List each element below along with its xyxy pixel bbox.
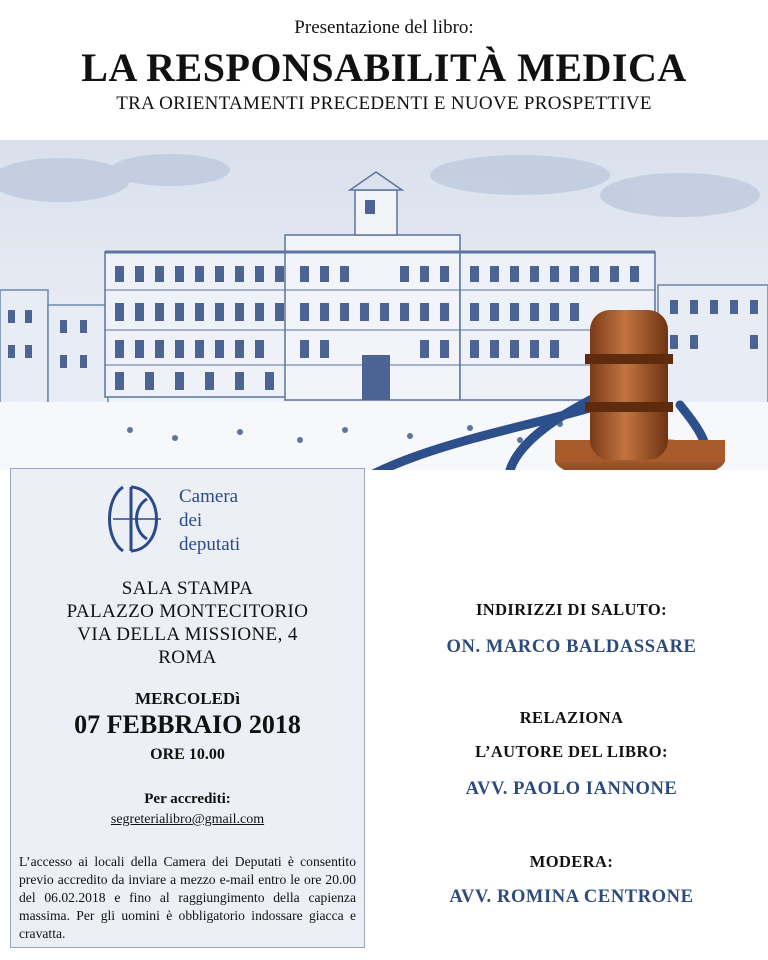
book-title: LA RESPONSABILITÀ MEDICA [81,45,687,90]
monogram-icon [103,479,171,559]
logo-line-2: dei [179,510,203,531]
event-info-box [10,468,365,948]
venue-line-2: PALAZZO MONTECITORIO [66,601,309,622]
venue-line-3: VIA DELLA MISSIONE, 4 [77,624,298,645]
moderator-name: AVV. ROMINA CENTRONE [449,887,694,907]
report-label-1: RELAZIONA [519,708,624,727]
logo-line-3: deputati [179,534,241,555]
venue-line-1: SALA STAMPA [121,578,254,599]
camera-dei-deputati-logo [103,479,303,559]
accreditation-email-link[interactable]: segreterialibro@gmail.com [110,812,265,827]
access-notice: L’accesso ai locali della Camera dei Deputati è consentito previo accredito da inviare a mezzo e-mail entro le ore 20.00 del 06.02.2018 e fino al raggiungimento della capienza massima. Per gli uomini è obbligatorio indossare giacca e cravatta. [19,854,356,941]
venue-address [11,577,364,669]
venue-line-4: ROMA [158,647,217,668]
palazzo-montecitorio-illustration [0,140,768,470]
greetings-name: ON. MARCO BALDASSARE [446,637,697,657]
event-time: ORE 10.00 [150,746,225,763]
report-label-2: L’AUTORE DEL LIBRO: [475,742,668,761]
left-buildings [0,290,108,420]
moderator-label: MODERA: [529,852,614,871]
logo-line-1: Camera [179,486,239,507]
report-name: AVV. PAOLO IANNONE [465,779,678,799]
event-date: 07 FEBBRAIO 2018 [74,710,301,739]
gavel [585,310,673,460]
book-subtitle: TRA ORIENTAMENTI PRECEDENTI E NUOVE PROSPETTIVE [116,93,652,114]
event-day: MERCOLEDì [135,689,240,708]
accreditation-label: Per accrediti: [144,791,231,807]
pre-title: Presentazione del libro: [294,17,474,38]
greetings-label: INDIRIZZI DI SALUTO: [475,600,668,619]
